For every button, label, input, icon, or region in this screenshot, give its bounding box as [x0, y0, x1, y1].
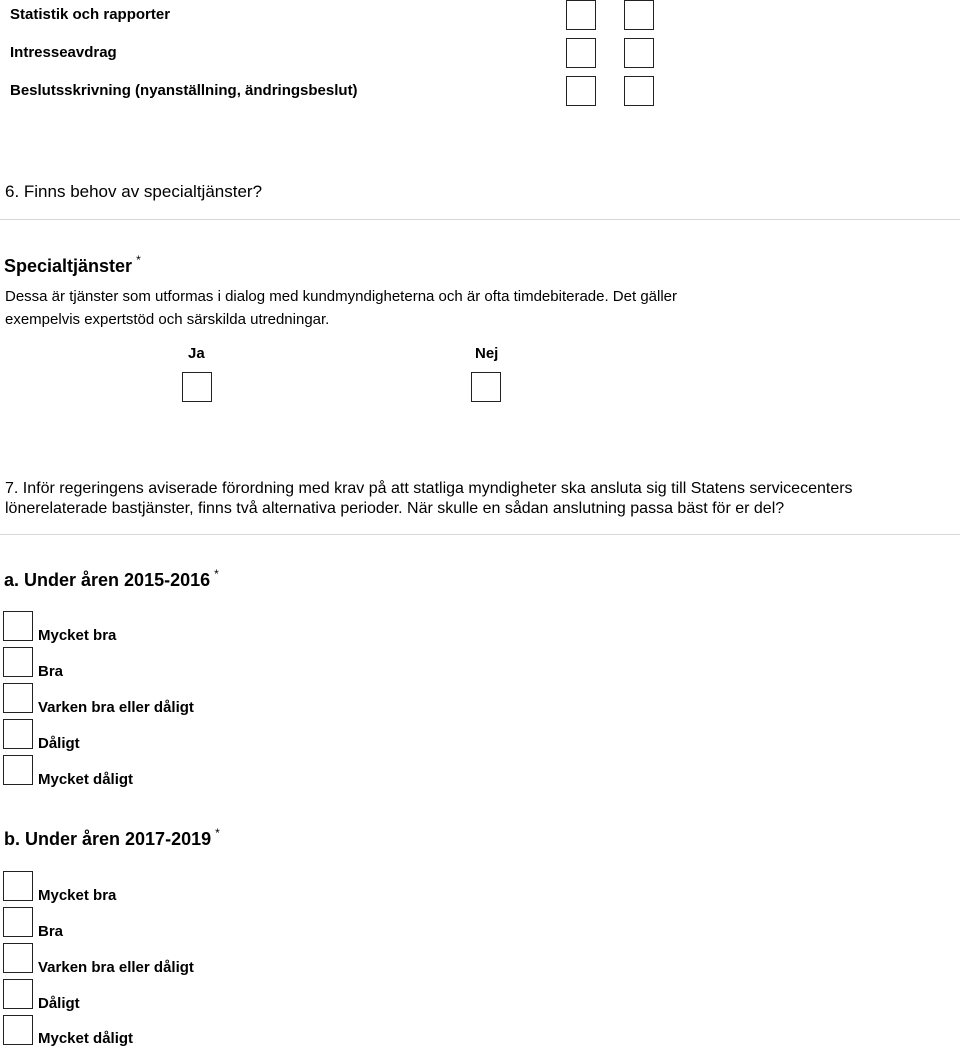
b-option-label-mycket-bra: Mycket bra [38, 887, 117, 904]
row-label-intresseavdrag: Intresseavdrag [10, 44, 117, 61]
specialtjanster-title [4, 253, 141, 277]
row-intresseavdrag-checkbox-col2[interactable] [624, 38, 654, 68]
row-statistik-checkbox-col2[interactable] [624, 0, 654, 30]
specialtjanster-title-text: Specialtjänster [4, 256, 133, 276]
a-option-checkbox-bra[interactable] [3, 647, 33, 677]
b-option-label-varken: Varken bra eller dåligt [38, 959, 194, 976]
required-mark: * [214, 567, 219, 581]
b-option-label-bra: Bra [38, 923, 64, 940]
required-mark: * [215, 826, 220, 840]
row-beslutsskrivning-checkbox-col2[interactable] [624, 76, 654, 106]
a-option-label-daligt: Dåligt [38, 735, 80, 752]
b-option-checkbox-bra[interactable] [3, 907, 33, 937]
row-beslutsskrivning-checkbox-col1[interactable] [566, 76, 596, 106]
a-option-checkbox-varken[interactable] [3, 683, 33, 713]
b-option-checkbox-daligt[interactable] [3, 979, 33, 1009]
divider [0, 219, 960, 220]
a-option-label-mycket-bra: Mycket bra [38, 627, 117, 644]
subquestion-b-title-text: b. Under åren 2017-2019 [4, 829, 212, 849]
row-label-statistik: Statistik och rapporter [10, 6, 171, 23]
a-option-checkbox-mycket-daligt[interactable] [3, 755, 33, 785]
required-mark: * [136, 253, 141, 267]
a-option-label-bra: Bra [38, 663, 64, 680]
subquestion-a-title-text: a. Under åren 2015-2016 [4, 570, 211, 590]
b-option-label-mycket-daligt: Mycket dåligt [38, 1030, 134, 1047]
a-option-checkbox-daligt[interactable] [3, 719, 33, 749]
b-option-checkbox-mycket-daligt[interactable] [3, 1015, 33, 1045]
specialtjanster-description: Dessa är tjänster som utformas i dialog med kundmyndigheterna och är ofta timdebiterade. Det gäller exempelvis expertstöd och särskilda utredningar. [5, 288, 678, 328]
b-option-checkbox-varken[interactable] [3, 943, 33, 973]
a-option-checkbox-mycket-bra[interactable] [3, 611, 33, 641]
subquestion-b-title [4, 826, 220, 850]
a-option-label-mycket-daligt: Mycket dåligt [38, 771, 134, 788]
question-6-text: 6. Finns behov av specialtjänster? [5, 182, 263, 201]
nej-checkbox[interactable] [471, 372, 501, 402]
row-intresseavdrag-checkbox-col1[interactable] [566, 38, 596, 68]
subquestion-a-title [4, 567, 219, 591]
a-option-label-varken: Varken bra eller dåligt [38, 699, 194, 716]
b-option-label-daligt: Dåligt [38, 995, 80, 1012]
divider [0, 534, 960, 535]
question-7-text-line2: lönerelaterade bastjänster, finns två alternativa perioder. När skulle en sådan anslutning passa bäst för er del? [5, 500, 785, 517]
row-statistik-checkbox-col1[interactable] [566, 0, 596, 30]
option-label-ja: Ja [188, 345, 205, 362]
option-label-nej: Nej [475, 345, 499, 362]
question-7-text-line1: 7. Inför regeringens aviserade förordning med krav på att statliga myndigheter ska ansluta sig till Statens servicecenters [5, 480, 853, 497]
b-option-checkbox-mycket-bra[interactable] [3, 871, 33, 901]
row-label-beslutsskrivning: Beslutsskrivning (nyanställning, ändringsbeslut) [10, 82, 358, 99]
ja-checkbox[interactable] [182, 372, 212, 402]
